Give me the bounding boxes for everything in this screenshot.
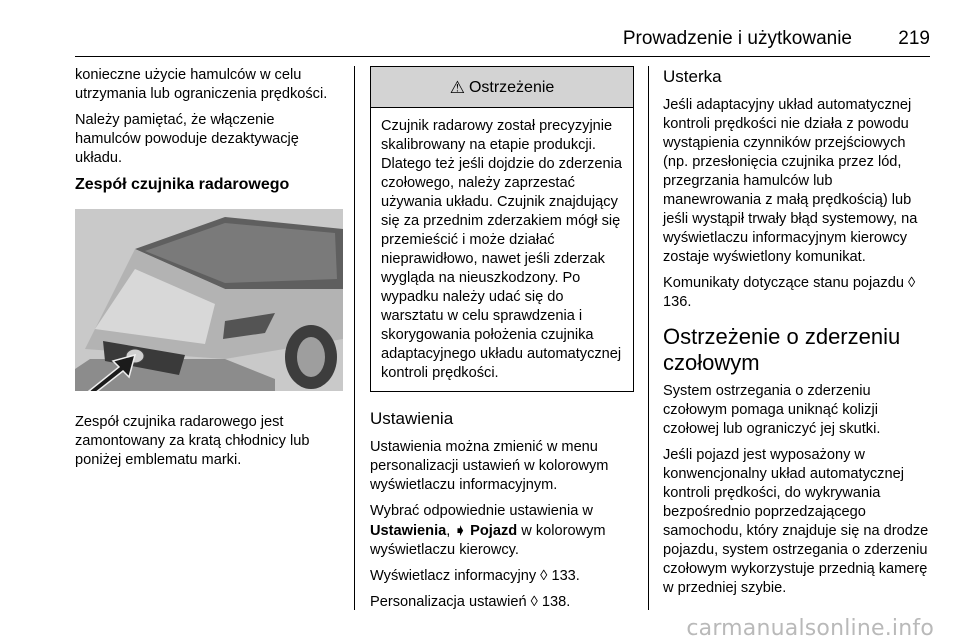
warning-title: Ostrzeżenie bbox=[468, 78, 555, 96]
chapter-title: Prowadzenie i użytkowanie bbox=[622, 28, 852, 49]
paragraph: Wyświetlacz informacyjny ◊ 133. bbox=[370, 568, 580, 584]
paragraph: Komunikaty dotyczące stanu pojazdu ◊ 136. bbox=[663, 275, 916, 310]
page-header bbox=[0, 28, 960, 52]
menu-arrow-icon: ➧ bbox=[454, 522, 467, 538]
warning-header bbox=[371, 67, 633, 108]
paragraph: Ustawienia można zmienić w menu personalizacji ustawień w kolorowym wyświetlaczu informacyjnym. bbox=[370, 439, 609, 493]
paragraph: Należy pamiętać, że włączenie hamulców powoduje dezaktywację układu. bbox=[75, 112, 299, 166]
header-divider bbox=[75, 56, 930, 57]
radar-sensor-car-image bbox=[75, 209, 343, 391]
paragraph: System ostrzegania o zderzeniu czołowym pomaga uniknąć kolizji czołowej lub ograniczyć jej skutki. bbox=[663, 383, 881, 437]
page-ref-icon: ◊ bbox=[530, 594, 538, 610]
paragraph: Wybrać odpowiednie ustawienia w Ustawienia, ➧ Pojazd w kolorowym wyświetlaczu kierowcy. bbox=[370, 503, 606, 558]
column-1 bbox=[75, 66, 343, 477]
paragraph: Personalizacja ustawień ◊ 138. bbox=[370, 594, 571, 610]
page-reference: 136. bbox=[663, 294, 692, 310]
page-ref-icon: ◊ bbox=[540, 568, 548, 584]
column-2 bbox=[370, 66, 635, 619]
menu-pojazd: Pojazd bbox=[466, 523, 518, 539]
column-divider-2 bbox=[648, 66, 649, 610]
section-heading-large: Ostrzeżenie o zderzeniu czołowym bbox=[663, 324, 901, 375]
warning-triangle-icon: ⚠ bbox=[449, 77, 465, 97]
column-divider-1 bbox=[354, 66, 355, 610]
section-heading: Ustawienia bbox=[370, 409, 454, 428]
warning-box bbox=[370, 66, 634, 392]
page-reference: 138. bbox=[541, 594, 571, 610]
page-ref-icon: ◊ bbox=[908, 275, 916, 291]
paragraph: Jeśli pojazd jest wyposażony w konwencjonalny układ automatycznej kontroli prędkości, do wykrywania bezpośrednio poprzedzającego samochodu, który znajduje się na drodze pojazdu, system ostrzegania o zderzeniu czołowym wykorzystuje przednią kamerę w przedniej szybie. bbox=[663, 447, 929, 596]
menu-ustawienia: Ustawienia bbox=[370, 523, 447, 539]
section-heading: Usterka bbox=[663, 67, 722, 86]
warning-text: Czujnik radarowy został precyzyjnie skalibrowany na etapie produkcji. Dlatego też jeśli dojdzie do zderzenia czołowego, należy zaprzestać używania układu. Czujnik znajdujący się za przednim zderzakiem mógł się przemieścić i może działać nieprawidłowo, nawet jeśli zderzak wygląda na nieuszkodzony. Po wypadku należy udać się do warsztatu w celu sprawdzenia i skorygowania położenia czujnika adaptacyjnego układu automatycznej kontroli prędkości. bbox=[381, 118, 622, 381]
section-subheading: Zespół czujnika radarowego bbox=[75, 176, 290, 193]
paragraph: Zespół czujnika radarowego jest zamontowany za kratą chłodnicy lub poniżej emblematu marki. bbox=[75, 414, 310, 468]
paragraph: Jeśli adaptacyjny układ automatycznej kontroli prędkości nie działa z powodu wystąpienia czynników przejściowych (np. przesłonięcia czujnika przez lód, przegrzania hamulców lub manewrowania z małą prędkością) lub jeśli wystąpił trwały błąd systemowy, na wyświetlaczu informacyjnym kierowcy zostaje wyświetlony komunikat. bbox=[663, 97, 918, 265]
watermark: carmanualsonline.info bbox=[686, 616, 934, 641]
column-3 bbox=[663, 66, 933, 605]
page-number: 219 bbox=[898, 28, 930, 49]
paragraph: konieczne użycie hamulców w celu utrzymania lub ograniczenia prędkości. bbox=[75, 67, 328, 102]
page-reference: 133. bbox=[551, 568, 580, 584]
